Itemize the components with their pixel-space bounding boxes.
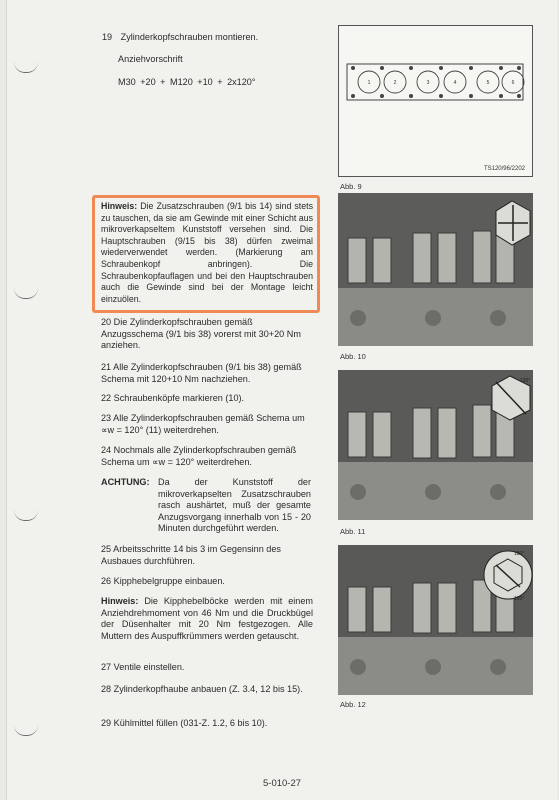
- step-number: 24: [101, 445, 112, 455]
- cylinder-label: 1: [367, 80, 371, 86]
- step-29: [101, 718, 313, 730]
- cylinder-label: 2: [393, 80, 397, 86]
- step-text: Arbeitsschritte 14 bis 3 im Gegensinn des Ausbaues durchführen.: [101, 544, 281, 566]
- step-number: 25: [101, 544, 112, 554]
- step-number: 28: [101, 684, 112, 694]
- step-text: Kipphebelgruppe einbauen.: [113, 576, 225, 586]
- bolt-pattern-svg: [339, 26, 532, 176]
- step-text: Kühlmittel füllen (031-Z. 1.2, 6 bis 10).: [113, 718, 268, 728]
- angle-label: 120°: [514, 596, 525, 602]
- step-text: Die Zylinderkopfschrauben gemäß Anzugsschema (9/1 bis 38) vorerst mit 30+20 Nm anziehen.: [101, 317, 301, 351]
- step-text: Ventile einstellen.: [113, 662, 185, 672]
- figure-10-caption: Abb. 10: [340, 352, 366, 361]
- page-number: 5-010-27: [263, 778, 302, 789]
- step-28: [101, 684, 313, 696]
- tightening-spec-value: M30 +20 + M120 +10 + 2x120°: [118, 77, 256, 87]
- step-number: 26: [101, 576, 112, 586]
- step-24: [101, 445, 313, 468]
- step-text: Schraubenköpfe markieren (10).: [113, 393, 245, 403]
- photo-engine-1: [338, 193, 533, 346]
- note-label: Hinweis:: [101, 596, 139, 606]
- step-number: 19: [102, 32, 113, 42]
- figure-12-caption: Abb. 12: [340, 700, 366, 709]
- step-text: Zylinderkopfschrauben montieren.: [120, 32, 259, 42]
- note-text: Die Kipphebelböcke werden mit einem Anziehdrehmoment von 46 Nm und die Druckbügel der Düsenhalter mit 20 Nm festgezogen. Alle Muttern des Auspuffkrümmers werden getauscht.: [101, 596, 313, 641]
- step-27: [101, 662, 313, 674]
- photo-cylinder-head-3: [338, 545, 533, 695]
- photo-cylinder-head-1: [338, 193, 533, 346]
- note-text: Die Zusatzschrauben (9/1 bis 14) sind stets zu tauschen, da sie am Gewinde mit einer Schicht aus mikroverkapseltem Kunststoff versehen sind. Die Hauptschrauben (9/15 bis 38) dürfen zweimal wiederverwendet werden. (Markierung am Schraubenkopf anbringen). Die Schraubenkopfauflagen und bei den Hauptschrauben auch die Gewinde sind bei der Montage leicht einzuölen.: [101, 201, 313, 304]
- angle-label: 120°: [514, 551, 525, 557]
- step-text: Alle Zylinderkopfschrauben gemäß Schema um ∝w = 120° (11) weiterdrehen.: [101, 413, 305, 435]
- note-block-1: [101, 201, 313, 305]
- step-number: 27: [101, 662, 112, 672]
- step-number: 23: [101, 413, 112, 423]
- step-text: Alle Zylinderkopfschrauben (9/1 bis 38) gemäß Schema mit 120+10 Nm nachziehen.: [101, 362, 302, 384]
- photo-cylinder-head-2: [338, 370, 533, 520]
- step-23: [101, 413, 313, 436]
- step-22: [101, 393, 313, 405]
- note-label: Hinweis:: [101, 201, 138, 211]
- step-26: [101, 576, 313, 588]
- cylinder-head-bolt-diagram: [338, 25, 533, 177]
- photo-engine-3: [338, 545, 533, 695]
- step-19: [102, 32, 332, 44]
- cylinder-label: 3: [426, 80, 430, 86]
- note-block-2: [101, 596, 313, 642]
- tightening-spec-label: Anziehvorschrift: [118, 54, 183, 64]
- step-21: [101, 362, 313, 385]
- warning-label: ACHTUNG:: [101, 477, 150, 487]
- step-number: 21: [101, 362, 112, 372]
- step-number: 29: [101, 718, 112, 728]
- figure-code: TS120/96/2202: [483, 166, 525, 172]
- figure-11-caption: Abb. 11: [340, 527, 366, 536]
- step-25: [101, 544, 313, 567]
- step-text: Zylinderkopfhaube anbauen (Z. 3.4, 12 bis 15).: [113, 684, 303, 694]
- cylinder-label: 5: [486, 80, 490, 86]
- step-number: 22: [101, 393, 112, 403]
- figure-9-caption: Abb. 9: [340, 182, 362, 191]
- cylinder-label: 6: [511, 80, 515, 86]
- photo-engine-2: [338, 370, 533, 520]
- angle-label: 120°: [520, 378, 531, 384]
- step-20: [101, 317, 313, 352]
- cylinder-label: 4: [453, 80, 457, 86]
- warning-text: Da der Kunststoff der mikroverkapselten Zusatzschrauben rasch aushärtet, muß der gesamte Anzugsvorgang innerhalb von 15 - 20 Minuten durchgeführt werden.: [158, 477, 311, 534]
- step-text: Nochmals alle Zylinderkopfschrauben gemäß Schema um ∝w = 120° weiterdrehen.: [101, 445, 297, 467]
- step-number: 20: [101, 317, 112, 327]
